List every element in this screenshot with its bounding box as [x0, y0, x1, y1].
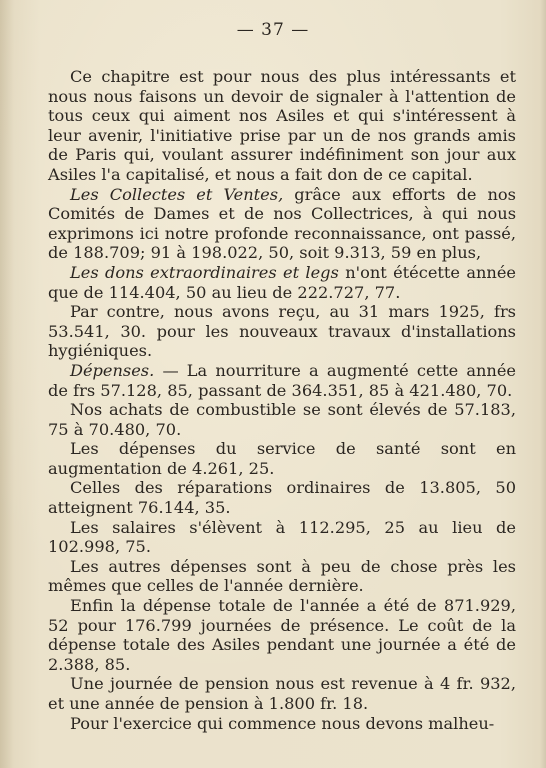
paragraph-dons	[48, 263, 516, 302]
page-edge-shadow	[540, 0, 546, 768]
paragraph-combustible: Nos achats de combustible se sont élevés de 57.183, 75 à 70.480, 70.	[48, 400, 516, 439]
body-text	[48, 67, 516, 733]
paragraph-collectes-text: grâce aux efforts de nos Comités de Dames et de nos Collectrices, à qui nous exprimons ici notre profonde reconnaissance, ont passé, de 188.709; 91 à 198.022, 50, soit 9.313, 59 en plus,	[48, 184, 516, 263]
paragraph-salaires: Les salaires s'élèvent à 112.295, 25 au lieu de 102.998, 75.	[48, 517, 516, 557]
paragraph-sante: Les dépenses du service de santé sont en augmentation de 4.261, 25.	[48, 439, 516, 478]
section-heading-dons: Les dons extraordinaires et legs	[70, 262, 339, 282]
paragraph-collectes	[48, 185, 516, 263]
paragraph-exercice: Pour l'exercice qui commence nous devons malheu-	[70, 713, 495, 733]
paragraph-capital: Ce chapitre est pour nous des plus intéressants et nous nous faisons un devoir de signaler à l'attention de tous ceux qui aiment nos Asiles et qui s'intéressent à leur avenir, l'initiative prise par un de nos grands amis de Paris qui, voulant assurer indéfiniment son jour aux Asiles l'a capitalisé, et nous a fait don de ce capital.	[48, 67, 516, 184]
paragraph-pension: Une journée de pension nous est revenue à 4 fr. 932, et une année de pension à 1.800 fr. 18.	[48, 674, 516, 713]
paragraph-depenses-text: — La nourriture a augmenté cette année de frs 57.128, 85, passant de 364.351, 85 à 421.480, 70.	[48, 360, 516, 400]
section-heading-depenses: Dépenses.	[70, 360, 155, 380]
page-number: — 37 —	[236, 20, 310, 40]
paragraph-dons-text: n'ont étécette année que de 114.404, 50 au lieu de 222.727, 77.	[48, 262, 516, 302]
paragraph-autres: Les autres dépenses sont à peu de chose près les mêmes que celles de l'année dernière.	[48, 556, 516, 596]
paragraph-travaux: Par contre, nous avons reçu, au 31 mars 1925, frs 53.541, 30. pour les nouveaux travaux d'installations hygiéniques.	[48, 302, 516, 361]
paragraph-depenses	[48, 361, 516, 400]
paragraph-reparations: Celles des réparations ordinaires de 13.805, 50 atteignent 76.144, 35.	[48, 478, 516, 518]
paragraph-total: Enfin la dépense totale de l'année a été de 871.929, 52 pour 176.799 journées de présence. Le coût de la dépense totale des Asiles pendant une journée a été de 2.388, 85.	[48, 596, 516, 674]
section-heading-collectes: Les Collectes et Ventes,	[70, 184, 284, 204]
